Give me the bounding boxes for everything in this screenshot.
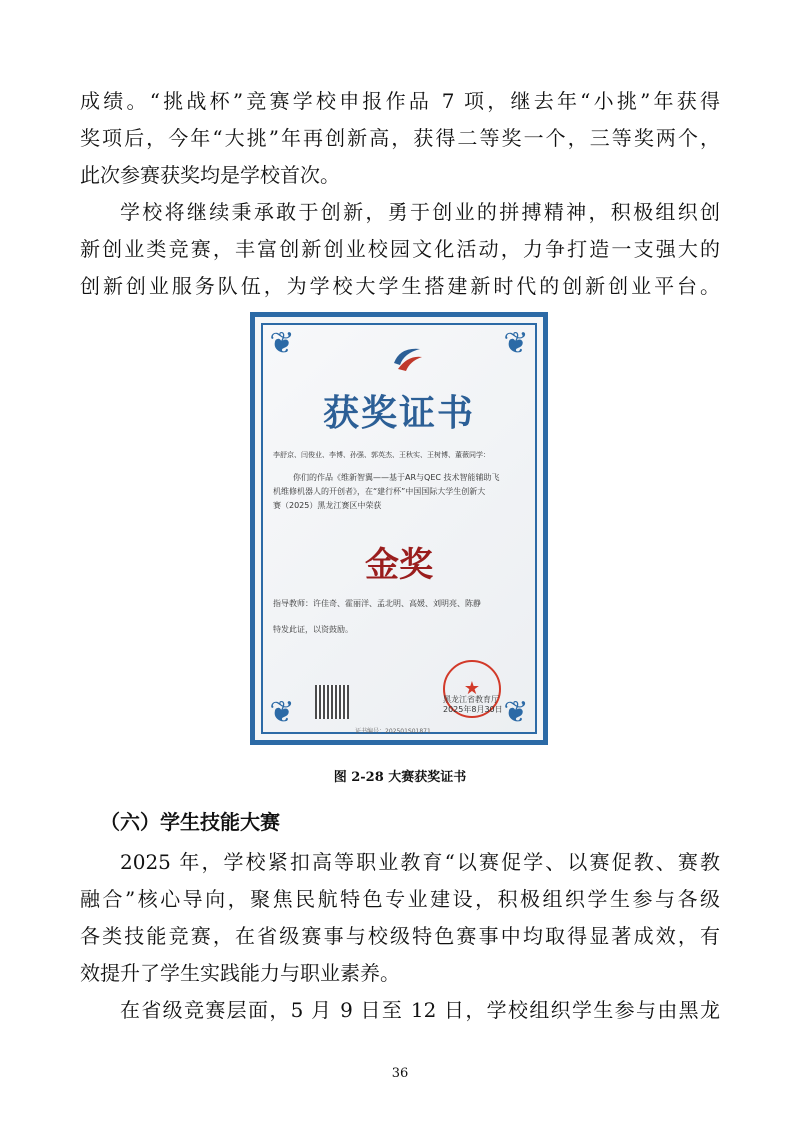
paragraph-line: 各类技能竞赛，在省级赛事与校级特色赛事中均取得显著成效，有 bbox=[80, 924, 720, 948]
paragraph-line: 创新创业服务队伍，为学校大学生搭建新时代的创新创业平台。 bbox=[80, 274, 720, 298]
paragraph-line: 学校将继续秉承敢于创新，勇于创业的拼搏精神，积极组织创 bbox=[120, 200, 720, 224]
paragraph-line: 融合”核心导向，聚焦民航特色专业建设，积极组织学生参与各级 bbox=[80, 887, 720, 911]
page-number: 36 bbox=[391, 1066, 409, 1081]
certificate-recipients: 李舒京、闫俊业、李博、孙强、郭英杰、王秋实、王树博、董薇同学： bbox=[273, 451, 490, 459]
section-heading: （六）学生技能大赛 bbox=[100, 810, 280, 834]
paragraph-line: 新创业类竞赛，丰富创新创业校园文化活动，力争打造一支强大的 bbox=[80, 237, 720, 261]
award-certificate-image bbox=[250, 312, 548, 745]
figure-caption: 图 2-28 大赛获奖证书 bbox=[333, 770, 467, 785]
paragraph-line: 成绩。“挑战杯”竞赛学校申报作品 7 项，继去年“小挑”年获得 bbox=[80, 89, 720, 113]
paragraph-line: 此次参赛获奖均是学校首次。 bbox=[80, 163, 340, 187]
paragraph-line: 效提升了学生实践能力与职业素养。 bbox=[80, 961, 400, 985]
qr-code bbox=[315, 685, 349, 719]
certificate-number: 证书编号：202501S01871 bbox=[355, 728, 431, 735]
paragraph-line: 2025 年，学校紧扣高等职业教育“以赛促学、以赛促教、赛教 bbox=[120, 850, 720, 874]
logo-icon bbox=[390, 345, 424, 373]
certificate-body-line: 你们的作品《维新智翼——基于AR与QEC 技术智能辅助飞 bbox=[293, 473, 500, 482]
certificate-title: 获奖证书 bbox=[322, 393, 475, 434]
corner-ornament-icon: ❦ bbox=[503, 326, 529, 361]
certificate-issuer: 黑龙江省教育厅 bbox=[443, 695, 499, 704]
certificate-body-line: 机维修机器人的开创者》，在“建行杯”中国国际大学生创新大 bbox=[273, 487, 486, 496]
corner-ornament-icon: ❦ bbox=[503, 695, 529, 730]
corner-ornament-icon: ❦ bbox=[269, 326, 295, 361]
corner-ornament-icon: ❦ bbox=[269, 695, 295, 730]
certificate-advisors: 指导教师：许佳奇、霍丽洋、孟北明、高媛、刘明亮、陈静 bbox=[273, 599, 481, 608]
paragraph-line: 奖项后，今年“大挑”年再创新高，获得二等奖一个，三等奖两个， bbox=[80, 126, 720, 150]
certificate-award: 金奖 bbox=[365, 545, 433, 585]
certificate-date: 2025年8月30日 bbox=[443, 705, 503, 714]
paragraph-line: 在省级竞赛层面，5 月 9 日至 12 日，学校组织学生参与由黑龙 bbox=[120, 998, 720, 1022]
certificate-body-line: 赛（2025）黑龙江赛区中荣获 bbox=[273, 501, 382, 510]
star-icon: ★ bbox=[463, 678, 481, 699]
certificate-closing: 特发此证，以资鼓励。 bbox=[273, 625, 353, 634]
